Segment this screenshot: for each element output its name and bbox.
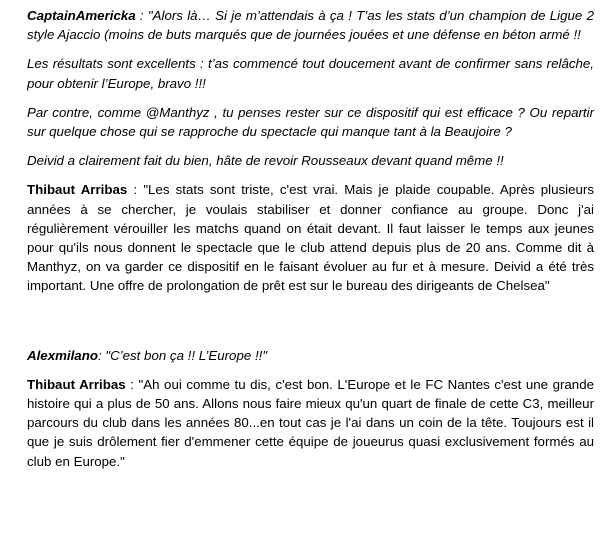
- post-paragraph-deivid: Deivid a clairement fait du bien, hâte de revoir Rousseaux devant quand même !!: [27, 153, 504, 169]
- reply-thibaut-arribas-2: [27, 375, 594, 471]
- speaker-separator: :: [127, 182, 144, 198]
- post-alexmilano: [27, 346, 594, 365]
- post-captainamericka: [27, 6, 594, 44]
- reply-text: "Ah oui comme tu dis, c'est bon. L'Europe et le FC Nantes c'est une grande histoire qui a plus de 50 ans. Allons nous faire mieux qu'un quart de finale de cette C3, meilleur parcours du club dans les années 80...en tout cas je l'ai dans un coin de la tête. Toujours est il que je suis drôlement fier d'emmener cette équipe de joueurus quasi exclusivement formés au club en Europe.": [27, 376, 594, 469]
- speaker-name: CaptainAmericka: [27, 8, 136, 23]
- speaker-name: Thibaut Arribas: [27, 376, 126, 392]
- speaker-separator: :: [97, 347, 106, 363]
- post-paragraph-question: Par contre, comme @Manthyz , tu penses rester sur ce dispositif qui est efficace ? Ou repartir sur quelque chose qui se rapproche du spectacle qui manque tant à la Beaujoire ?: [27, 104, 594, 140]
- speaker-separator: :: [135, 8, 148, 23]
- reply-text: "Les stats sont triste, c'est vrai. Mais je plaide coupable. Après plusieurs années à se chercher, je voulais stabiliser et donner confiance au groupe. Donc j'ai régulièrement vérouiller les matchs quand on était devant. Il faut laisser le temps aux jeunes pour qu'ils nous donnent le spectacle que le club attend depuis plus de 20 ans. Comme dit à Manthyz, on va garder ce dispositif en le faisant évoluer au fur et à mesure. Deivid a été très important. Une offre de prolongation de prêt est sur le bureau des dirigeants de Chelsea": [27, 182, 594, 294]
- post-text: "C’est bon ça !! L’Europe !!": [105, 347, 268, 363]
- speaker-separator: :: [125, 376, 139, 392]
- reply-thibaut-arribas-1: [27, 180, 594, 295]
- paragraph-gap: [27, 306, 594, 346]
- speaker-name: Thibaut Arribas: [27, 182, 128, 198]
- post-text: "Alors là… Si je m’attendais à ça ! T’as les stats d’un champion de Ligue 2 style Ajaccio (moins de buts marqués que de journées jouées et une défense en béton armé !!: [27, 8, 594, 43]
- post-paragraph-results: Les résultats sont excellents : t’as commencé tout doucement avant de confirmer sans relâche, pour obtenir l’Europe, bravo !!!: [27, 56, 594, 91]
- speaker-name: Alexmilano: [27, 347, 98, 363]
